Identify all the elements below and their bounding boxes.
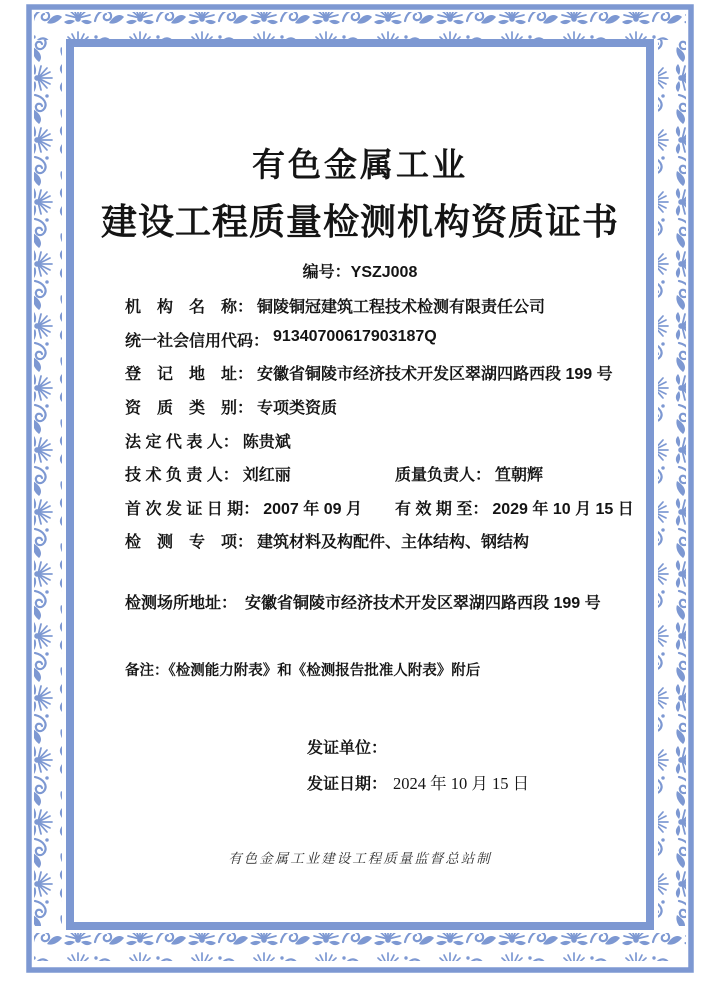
field-row: [125, 491, 660, 525]
field-label: 登 记 地 址：: [125, 366, 254, 384]
field-row: [125, 390, 660, 424]
field-label: 有 效 期 至：: [395, 500, 489, 518]
field-segment: [125, 529, 529, 552]
field-value: 刘红丽: [242, 467, 291, 485]
field-label: 机 构 名 称：: [125, 299, 254, 317]
field-segment: [125, 328, 437, 351]
field-label: 质量负责人：: [395, 467, 492, 485]
issuing-date-value: 2024 年 10 月 15 日: [393, 774, 530, 793]
field-value: 铜陵铜冠建筑工程技术检测有限责任公司: [257, 299, 546, 317]
certificate-title-main: 建设工程质量检测机构资质证书: [100, 201, 619, 242]
issuing-unit-row: [307, 735, 387, 758]
field-label: 首 次 发 证 日 期：: [125, 500, 260, 518]
field-segment: [125, 462, 395, 485]
serial-value: YSZJ008: [350, 264, 418, 281]
serial-label: 编号：: [302, 264, 351, 281]
field-row: [125, 423, 660, 457]
field-segment: [125, 496, 395, 519]
field-value: 91340700617903187Q: [273, 327, 437, 345]
field-label: 资 质 类 别：: [125, 400, 254, 418]
field-row: [125, 323, 660, 357]
site-address-row: [125, 590, 601, 613]
field-row: [125, 289, 660, 323]
field-value: 专项类资质: [257, 400, 338, 418]
field-label: 技 术 负 责 人：: [125, 467, 239, 485]
field-value: 建筑材料及构配件、主体结构、钢结构: [257, 534, 530, 552]
field-value: 陈贵斌: [242, 433, 291, 451]
field-value: 2029 年 10 月 15 日: [492, 500, 634, 518]
field-segment: [395, 496, 634, 519]
field-segment: [125, 429, 291, 452]
certificate-title-industry: 有色金属工业: [252, 146, 468, 183]
field-label: 统一社会信用代码：: [125, 332, 270, 350]
site-address-label: 检测场所地址：: [125, 595, 238, 612]
field-segment: [395, 462, 543, 485]
field-value: 笪朝辉: [495, 467, 544, 485]
field-row: [125, 524, 660, 558]
issuing-unit-label: 发证单位：: [307, 740, 388, 757]
field-segment: [125, 294, 545, 317]
remark-row: 备注：《检测能力附表》和《检测报告批准人附表》附后: [125, 663, 481, 679]
field-label: 法 定 代 表 人：: [125, 433, 239, 451]
field-segment: [125, 361, 613, 384]
field-segment: [125, 395, 337, 418]
issuing-date-label: 发证日期：: [307, 776, 388, 793]
field-row: [125, 356, 660, 390]
fields: [125, 289, 660, 558]
field-row: [125, 457, 660, 491]
issuing-date-row: [307, 770, 529, 794]
site-address-value: 安徽省铜陵市经济技术开发区翠湖四路西段 199 号: [245, 595, 601, 612]
footer-maker-note: 有色金属工业建设工程质量监督总站制: [228, 851, 492, 867]
field-value: 安徽省铜陵市经济技术开发区翠湖四路西段 199 号: [257, 366, 613, 384]
field-label: 检 测 专 项：: [125, 534, 254, 552]
serial-number-row: [0, 259, 720, 282]
field-value: 2007 年 09 月: [263, 500, 362, 518]
